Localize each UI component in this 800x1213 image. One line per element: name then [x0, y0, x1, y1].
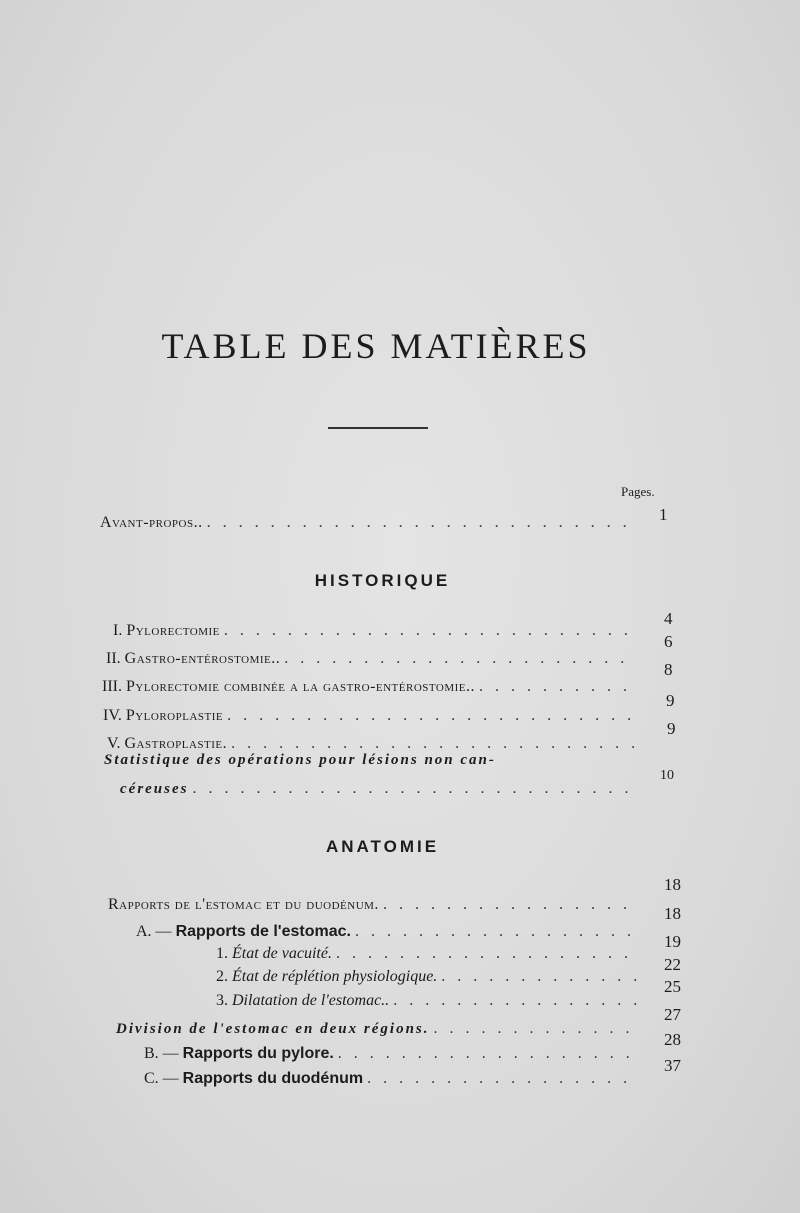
section-heading-anatomie: ANATOMIE [325, 837, 440, 856]
toc-entry-label: Division de l'estomac en deux régions. [116, 1021, 430, 1037]
toc-entry-label: Avant-propos.. [100, 514, 203, 531]
item-number: 3. [216, 992, 228, 1009]
toc-page-number: 22 [664, 955, 681, 974]
toc-entry-b-rapports-pylore[interactable] [144, 1045, 638, 1063]
leader-dots [336, 945, 638, 963]
toc-entry-dilatation[interactable] [216, 992, 638, 1010]
toc-entry-label: Rapports de l'estomac et du duodénum. [108, 896, 379, 913]
leader-dots [284, 650, 635, 668]
roman-numeral: III. [102, 678, 122, 695]
toc-entry-pyloroplastie[interactable] [103, 707, 635, 725]
toc-entry-a-rapports-estomac[interactable] [136, 923, 638, 941]
toc-page-number: 6 [664, 632, 673, 651]
toc-entry-division[interactable] [116, 1020, 638, 1038]
toc-page-number: 4 [664, 609, 673, 628]
toc-page-number: 18 [664, 904, 681, 923]
roman-numeral: V. [107, 735, 121, 752]
leader-dots [224, 622, 635, 640]
toc-page-number: 27 [664, 1005, 681, 1024]
toc-entry-avant-propos[interactable] [100, 514, 635, 532]
toc-entry-pylorectomie[interactable] [113, 622, 635, 640]
toc-entry-label: Dilatation de l'estomac.. [232, 992, 390, 1009]
toc-entry-label: Pylorectomie combinée a la gastro-entérostomie.. [125, 678, 476, 695]
title-rule [328, 427, 428, 429]
section-letter: B. — [144, 1045, 179, 1062]
toc-entry-label: État de réplétion physiologique. [232, 968, 438, 985]
toc-page-number: 18 [664, 875, 681, 894]
toc-entry-label: Gastroplastie. [124, 735, 228, 752]
leader-dots [393, 992, 638, 1010]
leader-dots [338, 1045, 638, 1063]
leader-dots [479, 678, 635, 696]
toc-page-number: 10 [660, 768, 674, 783]
toc-entry-label: État de vacuité. [232, 945, 332, 962]
toc-entry-statistique-line1[interactable]: Statistique des opérations pour lésions non can- [104, 752, 496, 768]
toc-entry-label: Pyloroplastie [125, 707, 224, 724]
toc-page-number: 19 [664, 932, 681, 951]
leader-dots [355, 923, 638, 941]
leader-dots [383, 896, 638, 914]
toc-page-number: 1 [659, 505, 668, 524]
toc-entry-c-rapports-duodenum[interactable] [144, 1070, 638, 1088]
toc-entry-label: Rapports de l'estomac. [175, 923, 351, 940]
toc-page-number: 8 [664, 660, 673, 679]
toc-entry-etat-repletion[interactable] [216, 968, 638, 986]
toc-entry-gastro-enterostomie[interactable] [106, 650, 635, 668]
toc-entry-label: Rapports du pylore. [182, 1045, 334, 1062]
page-title: TABLE DES MATIÈRES [161, 326, 591, 366]
leader-dots [434, 1020, 639, 1038]
leader-dots [207, 514, 635, 532]
toc-entry-gastroplastie[interactable] [107, 735, 635, 753]
toc-entry-pylorectomie-combinee[interactable] [102, 678, 635, 696]
toc-entry-label: Pylorectomie [126, 622, 220, 639]
leader-dots [441, 968, 638, 986]
leader-dots [367, 1070, 638, 1088]
toc-entry-label: céreuses [120, 781, 189, 797]
leader-dots [227, 707, 635, 725]
section-letter: A. — [136, 923, 172, 940]
roman-numeral: I. [113, 622, 123, 639]
roman-numeral: II. [106, 650, 121, 667]
toc-entry-statistique-line2[interactable] [120, 780, 635, 798]
toc-entry-label: Rapports du duodénum [182, 1070, 364, 1087]
toc-page-number: 28 [664, 1030, 681, 1049]
section-heading-historique: HISTORIQUE [314, 571, 451, 590]
toc-entry-rapports[interactable] [108, 896, 638, 914]
toc-page-number: 37 [664, 1056, 681, 1075]
toc-entry-label: Gastro-entérostomie.. [124, 650, 281, 667]
item-number: 2. [216, 968, 228, 985]
section-letter: C. — [144, 1070, 179, 1087]
pages-column-label: Pages. [621, 484, 655, 499]
roman-numeral: IV. [103, 707, 122, 724]
toc-entry-etat-vacuite[interactable] [216, 945, 638, 963]
toc-page-number: 9 [667, 719, 676, 738]
item-number: 1. [216, 945, 228, 962]
toc-page-number: 25 [664, 977, 681, 996]
leader-dots [231, 735, 635, 753]
leader-dots [193, 780, 636, 798]
toc-page-number: 9 [666, 691, 675, 710]
